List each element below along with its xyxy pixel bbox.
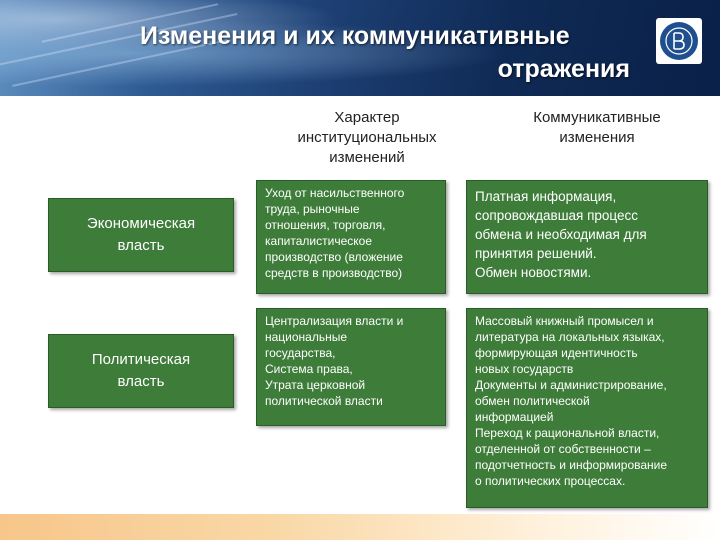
- row-label-economic: Экономическая власть: [48, 198, 234, 272]
- column-header-communicative: Коммуникативные изменения: [533, 109, 661, 146]
- cell-political-communicative: Массовый книжный промысел и литература на локальных языках, формирующая идентичность новых государств Документы и администрирование, обмен политической информацией Переход к рациональной власти, отделенной от собственности – подотчетность и информирование о политических процессах.: [466, 308, 708, 508]
- logo-glyph-icon: [664, 26, 694, 56]
- hse-logo-icon: [656, 18, 702, 64]
- cell-political-institutional: Централизация власти и национальные государства, Система права, Утрата церковной политической власти: [256, 308, 446, 426]
- slide-title: [120, 20, 630, 86]
- title-line-2: отражения: [497, 55, 630, 83]
- footer-bar: [0, 514, 720, 540]
- row-label-political: Политическая власть: [48, 334, 234, 408]
- cell-economic-communicative: Платная информация, сопровождавшая процесс обмена и необходимая для принятия решений. Обмен новостями.: [466, 180, 708, 294]
- title-line-1: Изменения и их коммуникативные: [140, 22, 570, 50]
- cell-economic-institutional: Уход от насильственного труда, рыночные отношения, торговля, капиталистическое производство (вложение средств в производство): [256, 180, 446, 294]
- slide-header: [0, 0, 720, 96]
- logo-seal: [660, 22, 698, 60]
- column-header-institutional: Характер институциональных изменений: [297, 109, 437, 166]
